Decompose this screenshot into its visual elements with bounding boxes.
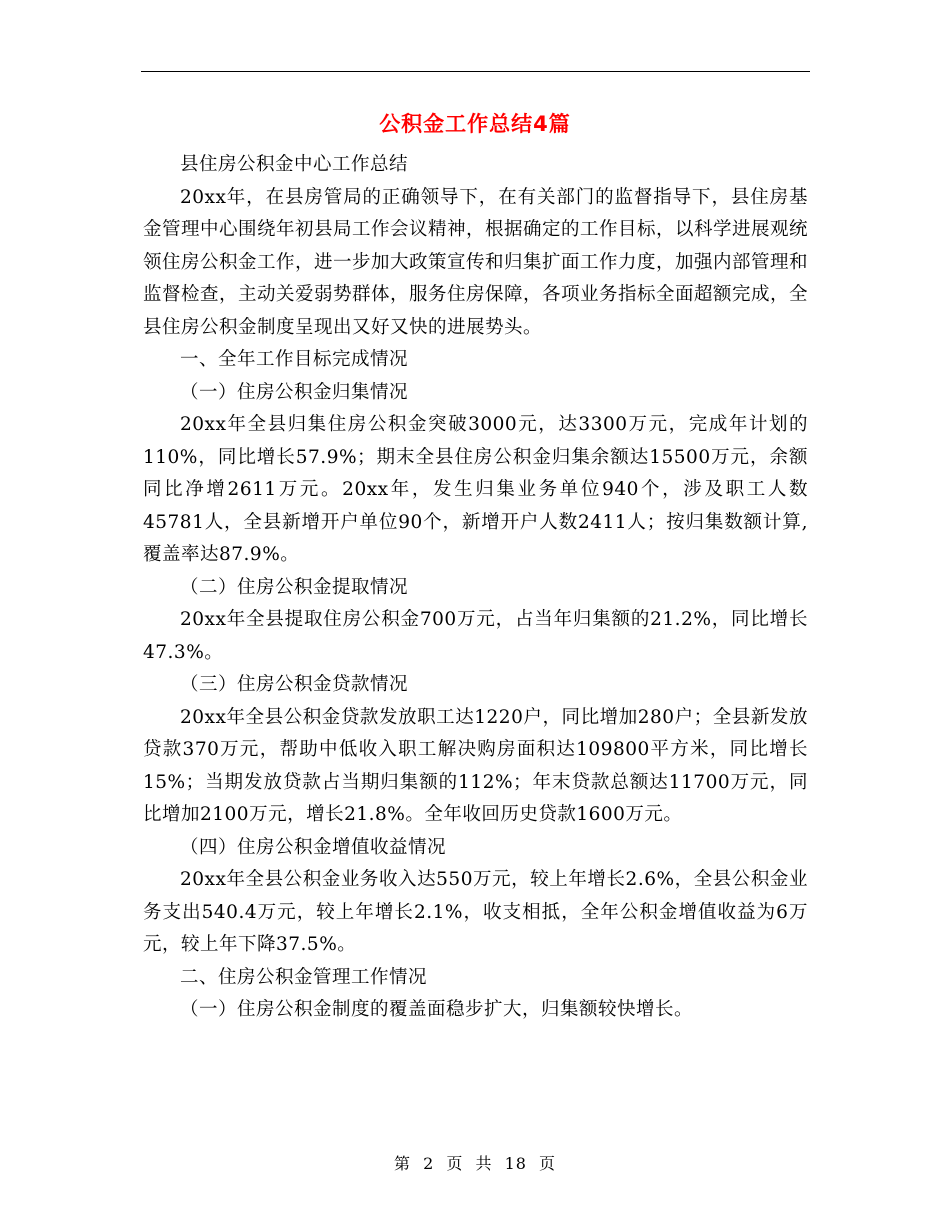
body-paragraph: 20xx年全县公积金贷款发放职工达1220户，同比增加280户；全县新发放贷款370万元，帮助中低收入职工解决购房面积达109800平方米，同比增长15%；当期发放贷款占当期归集额的112%；年末贷款总额达11700万元，同比增加2100万元，增长21.8%。全年收回历史贷款1600万元。	[143, 706, 808, 825]
footer-total-word: 共	[475, 1154, 493, 1173]
section-heading: 二、住房公积金管理工作情况	[180, 966, 428, 988]
body-paragraph: 20xx年全县归集住房公积金突破3000元，达3300万元，完成年计划的110%，同比增长57.9%；期末全县住房公积金归集余额达15500万元，余额同比净增2611万元。20xx年，发生归集业务单位940个，涉及职工人数45781人，全县新增开户单位90个，新增开户人数2411人；按归集数额计算,覆盖率达87.9%。	[143, 414, 808, 565]
subsection-heading: （二）住房公积金提取情况	[180, 576, 409, 598]
page-footer	[0, 1152, 950, 1176]
footer-page-word: 页	[446, 1154, 464, 1173]
section-heading: 一、全年工作目标完成情况	[180, 349, 409, 370]
total-page-count: 18	[504, 1154, 527, 1173]
footer-suffix: 页	[539, 1154, 557, 1173]
header-rule	[141, 71, 810, 72]
subsection-heading: （一）住房公积金制度的覆盖面稳步扩大，归集额较快增长。	[180, 999, 694, 1020]
subsection-heading: （四）住房公积金增值收益情况	[180, 836, 447, 858]
document-body	[143, 149, 808, 1027]
body-paragraph: 20xx年全县提取住房公积金700万元，占当年归集额的21.2%，同比增长47.3%。	[143, 609, 808, 663]
section-heading: 县住房公积金中心工作总结	[180, 154, 409, 175]
document-title: 公积金工作总结4篇	[379, 112, 571, 136]
body-paragraph: 20xx年，在县房管局的正确领导下，在有关部门的监督指导下，县住房基金管理中心围绕年初县局工作会议精神，根据确定的工作目标，以科学进展观统领住房公积金工作，进一步加大政策宣传和归集扩面工作力度，加强内部管理和监督检查，主动关爱弱势群体，服务住房保障，各项业务指标全面超额完成，全县住房公积金制度呈现出又好又快的进展势头。	[143, 186, 809, 338]
subsection-heading: （三）住房公积金贷款情况	[180, 674, 409, 695]
body-paragraph: 20xx年全县公积金业务收入达550万元，较上年增长2.6%，全县公积金业务支出540.4万元，较上年增长2.1%，收支相抵，全年公积金增值收益为6万元，较上年下降37.5%。	[143, 869, 808, 955]
current-page-number: 2	[423, 1154, 435, 1173]
footer-prefix: 第	[393, 1154, 411, 1173]
subsection-heading: （一）住房公积金归集情况	[180, 381, 409, 403]
